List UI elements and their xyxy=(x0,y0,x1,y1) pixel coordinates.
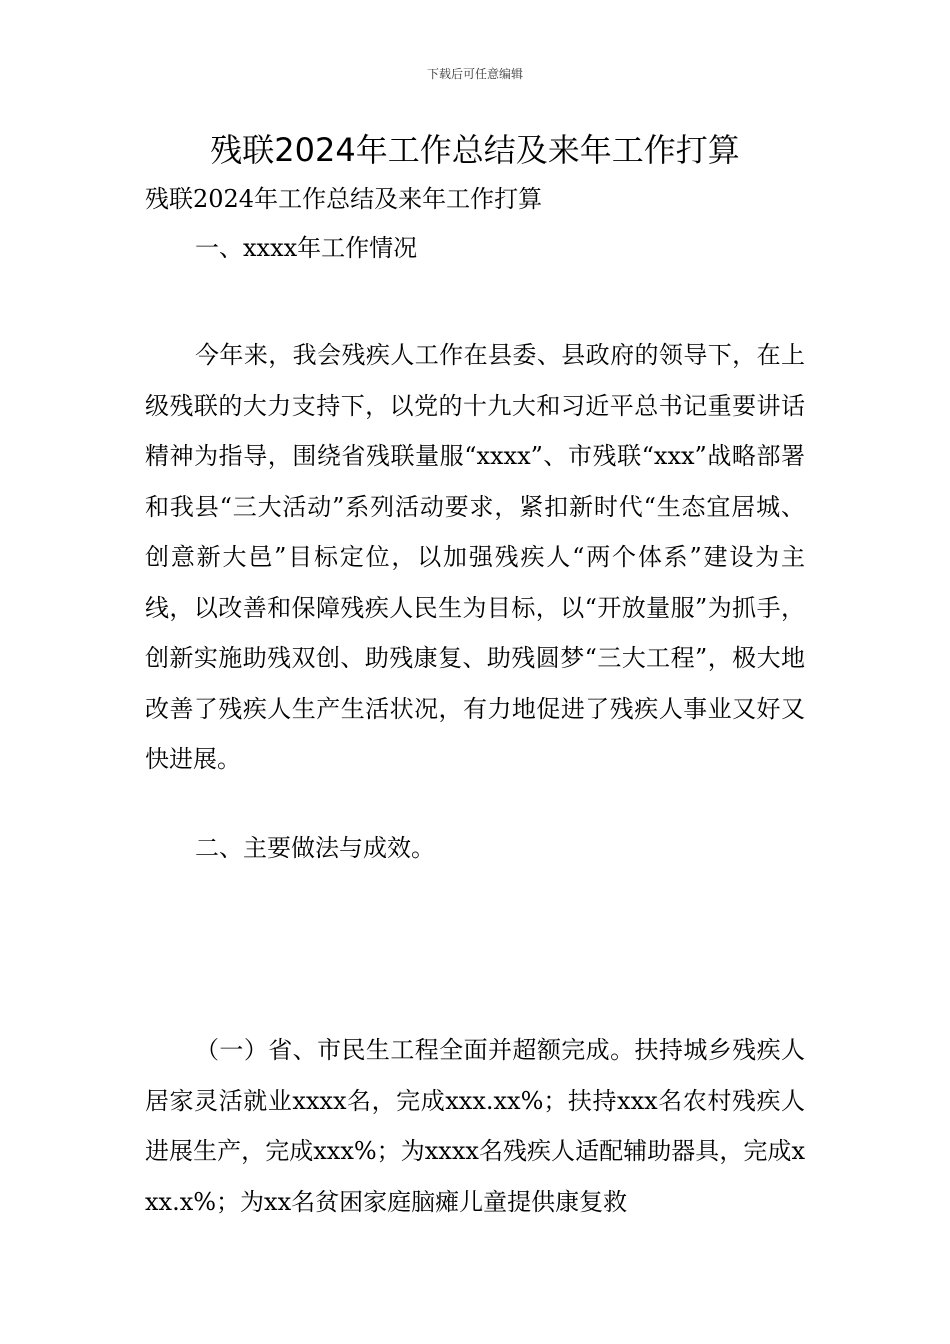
section-1-heading: 一、xxxx年工作情况 xyxy=(195,234,418,262)
document-title: 残联2024年工作总结及来年工作打算 xyxy=(210,131,740,169)
document-subtitle: 残联2024年工作总结及来年工作打算 xyxy=(145,185,543,213)
section-2-paragraph: （一）省、市民生工程全面并超额完成。扶持城乡残疾人居家灵活就业xxxx名，完成xxx.xx%；扶持xxx名农村残疾人进展生产，完成xxx%；为xxxx名残疾人适配辅助器具，完成xxx.x%；为xx名贫困家庭脑瘫儿童提供康复救 xyxy=(145,1036,805,1216)
header-note: 下载后可任意编辑 xyxy=(426,67,523,81)
section-2-heading: 二、主要做法与成效。 xyxy=(195,834,435,862)
section-1-paragraph: 今年来，我会残疾人工作在县委、县政府的领导下，在上级残联的大力支持下，以党的十九大和习近平总书记重要讲话精神为指导，围绕省残联量服“xxxx”、市残联“xxx”战略部署和我县“三大活动”系列活动要求，紧扣新时代“生态宜居城、创意新大邑”目标定位，以加强残疾人“两个体系”建设为主线，以改善和保障残疾人民生为目标，以“开放量服”为抓手，创新实施助残双创、助残康复、助残圆梦“三大工程”，极大地改善了残疾人生产生活状况，有力地促进了残疾人事业又好又快进展。 xyxy=(145,341,805,773)
